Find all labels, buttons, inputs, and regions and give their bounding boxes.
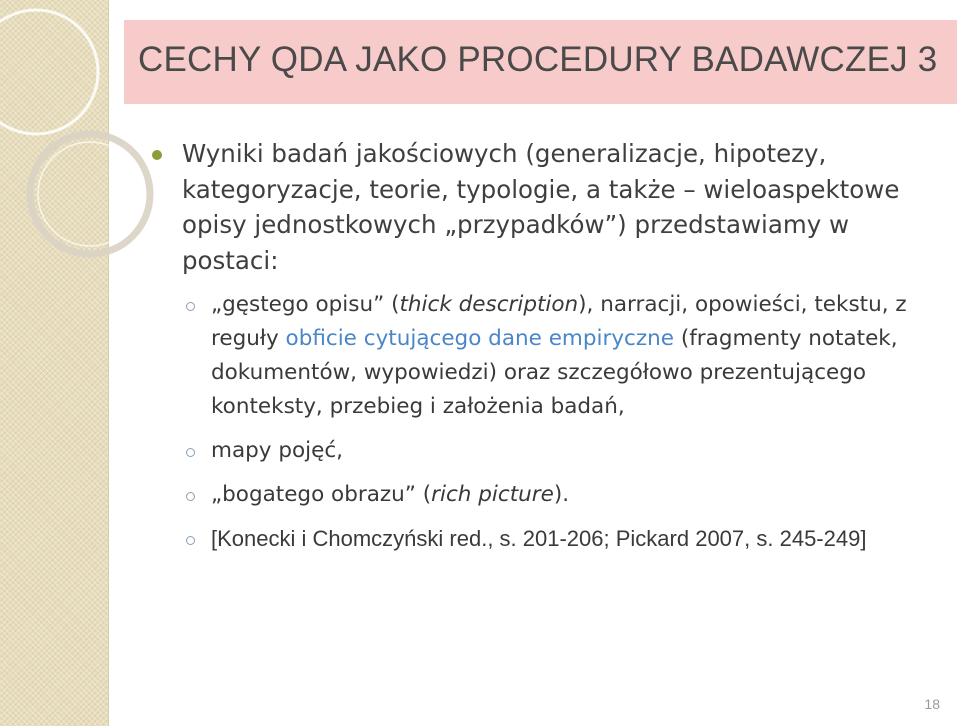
sub-bullet-item-reference <box>152 522 942 556</box>
item-italic-text: thick description <box>399 292 579 317</box>
sub-bullet-list <box>152 288 942 556</box>
page-number: 18 <box>924 696 940 712</box>
ring-bullet-icon <box>186 302 195 311</box>
item-text: mapy pojęć, <box>211 438 343 463</box>
item-text: gęstego opisu” ( <box>222 292 400 317</box>
item-text: bogatego obrazu” ( <box>222 482 432 507</box>
sub-bullet-item <box>152 288 942 424</box>
main-bullet <box>152 136 942 278</box>
highlighted-text: obficie cytującego dane empiryczne <box>285 326 675 351</box>
item-text: ). <box>553 482 570 507</box>
item-text: ), narracji, opowieści, tekstu, z reguły <box>211 292 907 351</box>
quote-open: „ <box>211 482 223 507</box>
ring-bullet-icon <box>186 448 195 457</box>
reference-text: [Konecki i Chomczyński red., s. 201-206; Pickard 2007, s. 245-249] <box>211 526 867 551</box>
slide-content <box>152 136 942 566</box>
ring-bullet-icon <box>186 492 195 501</box>
ring-bullet-icon <box>186 536 195 545</box>
sub-bullet-item <box>152 478 942 512</box>
sub-bullet-item <box>152 434 942 468</box>
quote-open: „ <box>211 292 223 317</box>
item-italic-text: rich picture <box>431 482 554 507</box>
item-text: (fragmenty notatek, dokumentów, wypowiedzi) oraz szczegółowo prezentującego konteksty, przebieg i założenia badań, <box>211 326 898 419</box>
slide-title: CECHY QDA JAKO PROCEDURY BADAWCZEJ 3 <box>138 40 938 79</box>
bullet-dot-icon <box>152 150 162 160</box>
main-bullet-text: Wyniki badań jakościowych (generalizacje, hipotezy, kategoryzacje, teorie, typologie, a także – wieloaspektowe opisy jednostkowych „przypadków”) przedstawiamy w postaci: <box>182 139 900 275</box>
